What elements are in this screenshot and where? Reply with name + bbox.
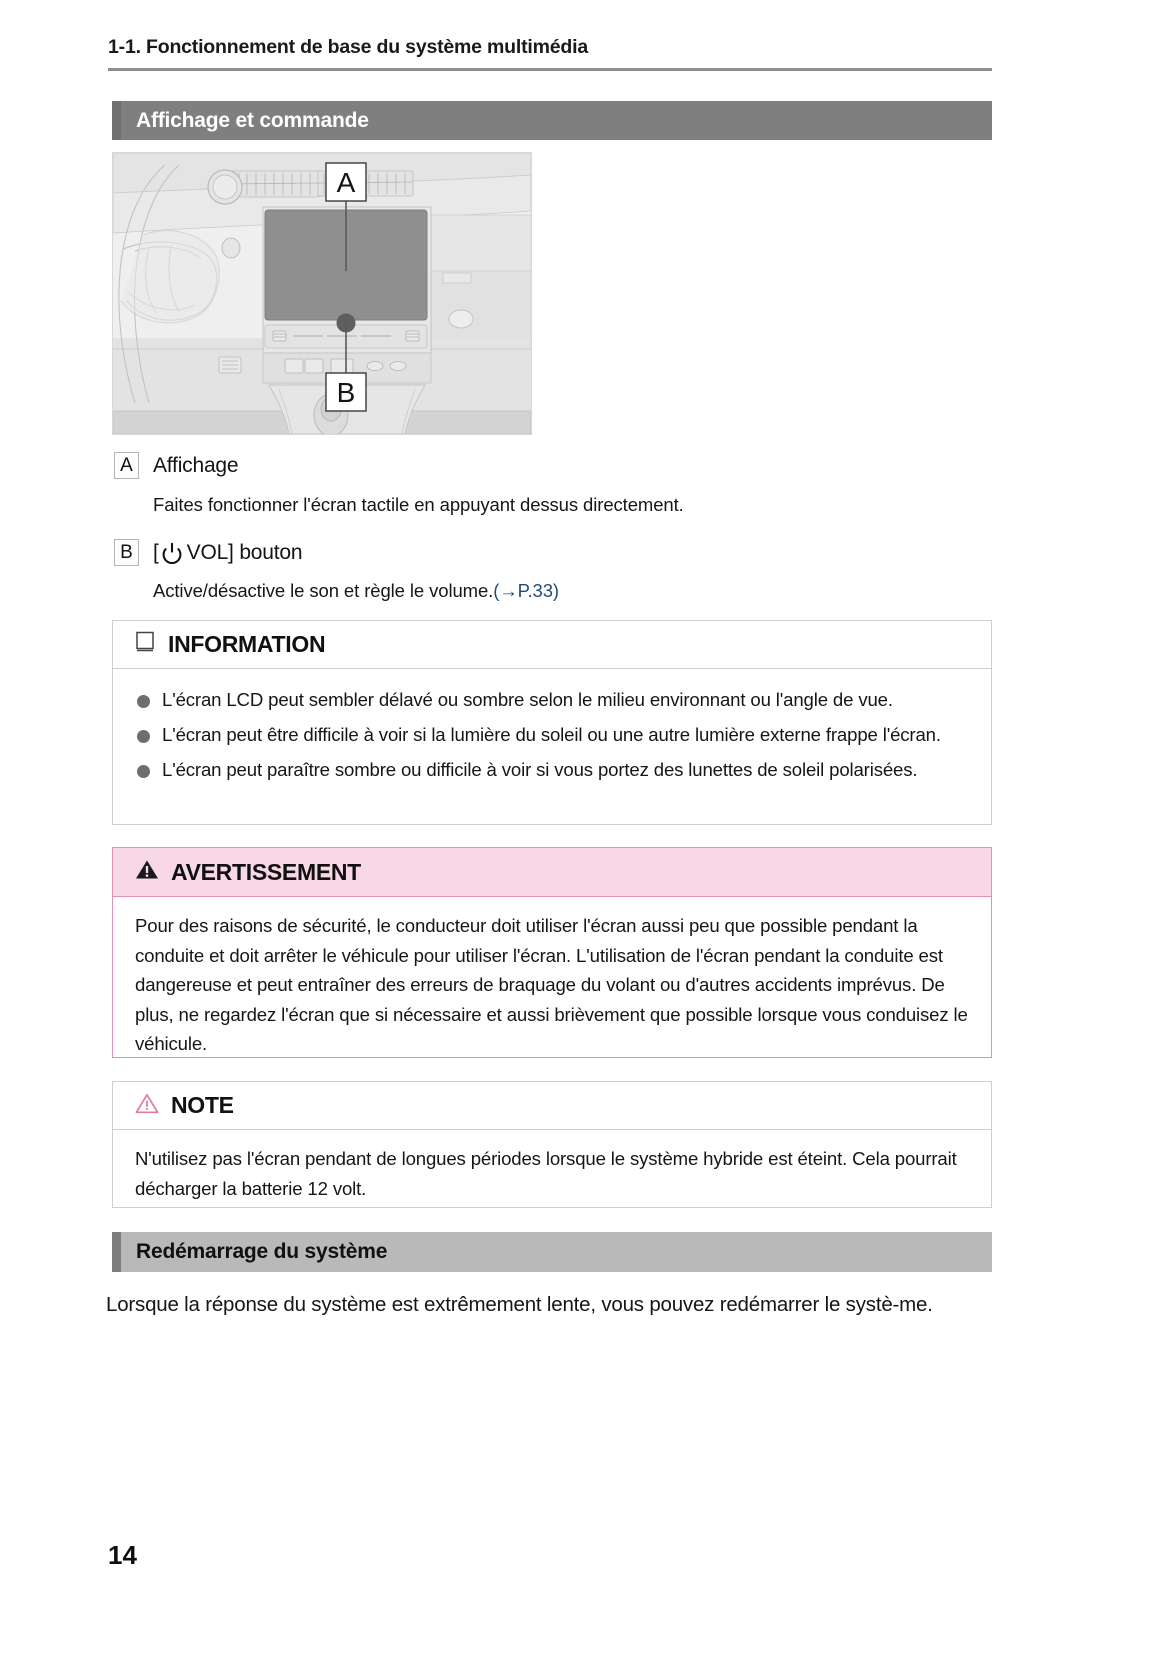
- dashboard-drawing: [113, 153, 531, 434]
- information-bullet-3: [135, 755, 969, 785]
- bullet-dot-icon: [137, 765, 150, 778]
- item-a-description: Faites fonctionner l'écran tactile en appuyant dessus directement.: [153, 494, 684, 515]
- figure-callout-a: [326, 163, 366, 201]
- warning-box: [112, 847, 992, 1058]
- information-header: [113, 621, 991, 669]
- item-b-desc-text: Active/désactive le son et règle le volume.: [153, 580, 494, 601]
- section-title: Affichage et commande: [136, 108, 369, 132]
- book-icon: [135, 631, 155, 658]
- information-body: [113, 669, 991, 801]
- information-title: INFORMATION: [168, 631, 326, 657]
- page-number: 14: [108, 1540, 137, 1570]
- page-reference-link[interactable]: (→P.33): [493, 580, 559, 601]
- bullet-dot-icon: [137, 730, 150, 743]
- svg-text:A: A: [336, 167, 356, 198]
- information-bullet-2-text: L'écran peut être difficile à voir si la lumière du soleil ou une autre lumière externe frappe l'écran.: [162, 724, 941, 745]
- information-bullet-1-text: L'écran LCD peut sembler délavé ou sombre selon le milieu environnant ou l'angle de vue.: [162, 689, 893, 710]
- note-title: NOTE: [171, 1092, 234, 1118]
- subsection-header-bar: [112, 1232, 992, 1272]
- information-bullet-list: [135, 685, 969, 785]
- running-header: [108, 36, 992, 71]
- note-triangle-icon: [135, 1093, 159, 1119]
- power-icon: [161, 542, 183, 564]
- warning-body: Pour des raisons de sécurité, le conducteur doit utiliser l'écran aussi peu que possible pendant la conduite et doit arrêter le véhicule pour utiliser l'écran. L'utilisation de l'écran pendant la conduite est dangereuse et peut entraîner des erreurs de braquage du volant ou d'autres accidents imprévus. De plus, ne regardez l'écran que si nécessaire et aussi brièvement que possible lorsque vous conduisez le véhicule.: [135, 915, 968, 1054]
- warning-title: AVERTISSEMENT: [171, 858, 361, 885]
- note-body: N'utilisez pas l'écran pendant de longues périodes lorsque le système hybride est éteint. Cela pourrait décharger la batterie 12 volt.: [135, 1148, 957, 1199]
- warning-header: [113, 848, 991, 897]
- svg-text:B: B: [336, 377, 356, 408]
- note-box: [112, 1081, 992, 1208]
- section-bar-accent: [112, 101, 121, 140]
- item-a-letter: A: [114, 452, 139, 479]
- bullet-dot-icon: [137, 695, 150, 708]
- section-header-bar: [112, 101, 992, 140]
- subsection-title: Redémarrage du système: [136, 1240, 388, 1263]
- figure-callout-b: [326, 373, 366, 411]
- item-a: [114, 452, 238, 479]
- information-bullet-3-text: L'écran peut paraître sombre ou difficile à voir si vous portez des lunettes de soleil polarisées.: [162, 759, 918, 780]
- information-bullet-1: [135, 685, 969, 715]
- note-header: [113, 1082, 991, 1130]
- item-b-letter: B: [114, 539, 139, 566]
- item-b-label: [153, 539, 302, 566]
- dashboard-illustration: [112, 152, 532, 435]
- item-b-description: [153, 580, 559, 602]
- information-bullet-2: [135, 720, 969, 750]
- item-b-label-text: VOL] bouton: [186, 541, 303, 564]
- header-rule: [108, 68, 992, 71]
- warning-triangle-icon: [135, 859, 159, 885]
- subsection-bar-accent: [112, 1232, 121, 1272]
- item-b: [114, 539, 302, 566]
- running-header-text: 1-1. Fonctionnement de base du système multimédia: [108, 36, 588, 58]
- item-b-bracket-open: [: [153, 541, 159, 564]
- subsection-body: Lorsque la réponse du système est extrêmement lente, vous pouvez redémarrer le systè-me.: [106, 1293, 933, 1316]
- information-box: [112, 620, 992, 825]
- item-a-label: Affichage: [153, 454, 239, 477]
